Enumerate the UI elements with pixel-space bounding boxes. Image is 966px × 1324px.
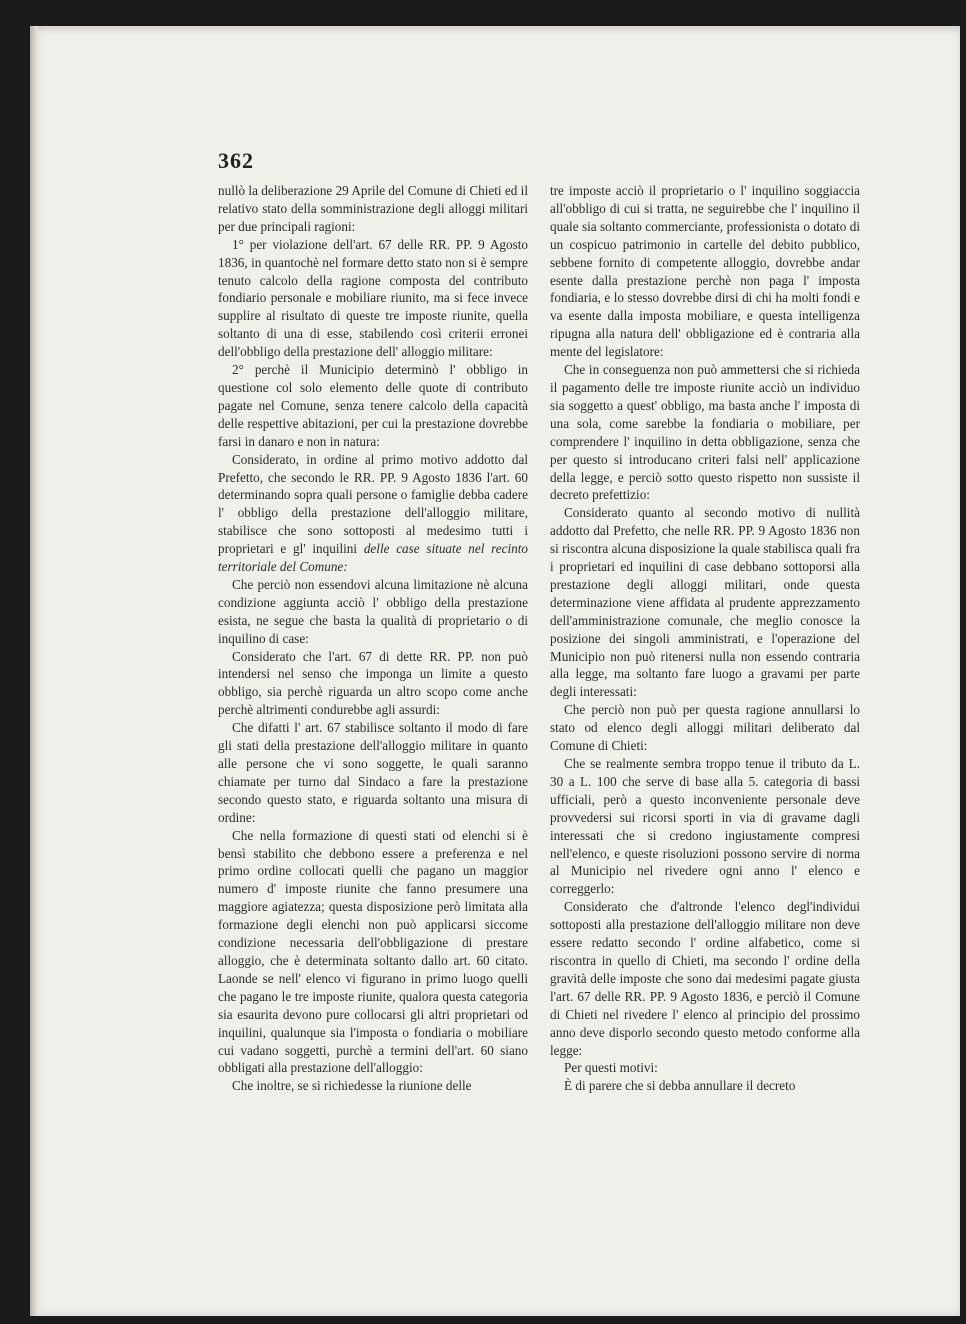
paragraph: Che inoltre, se si richiedesse la riunione delle — [232, 1078, 472, 1094]
paragraph: Considerato quanto al secondo motivo di nullità addotto dal Prefetto, che nelle RR. PP. 9 Agosto 1836 non si riscontra alcuna disposizione la quale stabilisca quali fra i proprietari ed inquilini di case debbano sottoporsi alla prestazione degli alloggi militari, onde questa determinazione viene affidata al prudente apprezzamento dell'amministrazione comunale, che meglio conosce la posizione dei singoli amministrati, e l'operazione del Municipio non può ritenersi nulla non essendo contraria alla legge, ma soltanto fare luogo a gravami per parte degli interessati: — [550, 505, 860, 700]
paragraph: Considerato che l'art. 67 di dette RR. PP. non può intendersi nel senso che imponga un limite a questo obbligo, sia perchè riguarda un altro scopo come anche perchè altrimenti condurebbe agli assurdi: — [218, 648, 528, 718]
page-binding-edge — [30, 26, 38, 1316]
paragraph: Che se realmente sembra troppo tenue il tributo da L. 30 a L. 100 che serve di base alla 5. categoria di bassi ufficiali, però a questo inconveniente personale deve provvedersi sui ricorsi sporti in via di gravame dagli interessati che si credono ingiustamente compresi nell'elenco, e queste risoluzioni possono servire di norma al Municipio nel rivedere ogni anno l' elenco e correggerlo: — [550, 756, 860, 897]
paragraph: Considerato che d'altronde l'elenco degl'individui sottoposti alla prestazione dell'alloggio militare non deve essere redatto secondo l' ordine alfabetico, come si riscontra in quello di Chieti, ma secondo l' ordine della gravità delle imposte che sono dai medesimi pagate giusta l'art. 67 delle RR. PP. 9 Agosto 1836, e perciò il Comune di Chieti nel rivedere l' elenco al principio del prossimo anno deve disporlo secondo questo metodo conforme alla legge: — [550, 899, 860, 1058]
paragraph: È di parere che si debba annullare il decreto — [564, 1078, 796, 1094]
paragraph: 2° perchè il Municipio determinò l' obbligo in questione col solo elemento delle quote di contributo pagate nel Comune, senza tenere calcolo della capacità delle respettive abitazioni, per cui la prestazione dovrebbe farsi in danaro e non in natura: — [218, 362, 528, 449]
paragraph: Per questi motivi: — [564, 1060, 658, 1076]
paragraph: Che in conseguenza non può ammettersi che si richieda il pagamento delle tre imposte riunite acciò un individuo sia soggetto a quest' obbligo, ma basta anche l' imposta di una sola, come sarebbe la fondiaria o mobiliare, per comprendere l' inquilino in detta obbligazione, senza che per questo si introducano criteri falsi nell' applicazione della legge, e perciò sotto questo rispetto non sussiste il decreto prefettizio: — [550, 362, 860, 503]
paragraph — [218, 451, 528, 576]
paragraph: Che perciò non essendovi alcuna limitazione nè alcuna condizione aggiunta acciò l' obbligo della prestazione esista, ne segue che basta la qualità di proprietario o di inquilino di case: — [218, 576, 528, 646]
paragraph: Che difatti l' art. 67 stabilisce soltanto il modo di fare gli stati della prestazione dell'alloggio militare in quanto alle persone che vi sono soggette, le quali saranno chiamate per turno dal Sindaco a fare la prestazione secondo questo stato, e riguarda soltanto una misura di ordine: — [218, 720, 528, 825]
paragraph: Che nella formazione di questi stati od elenchi si è bensì stabilito che debbono essere a preferenza e nel primo ordine collocati quelli che pagano un maggior numero d' imposte riunite che fanno presumere una maggiore agiatezza; questa disposizione però limitata alla formazione degli elenchi non può applicarsi siccome condizione necessaria dell'obbligazione di prestare alloggio, che è determinata soltanto dallo art. 60 citato. Laonde se nell' elenco vi figurano in primo luogo quelli che pagano le tre imposte riunite, qualora questa categoria sia esaurita devono pure collocarsi gli altri proprietari od inquilini, qualunque sia l'imposta o fondiaria o mobiliare cui vadano soggetti, purchè a termini dell'art. 60 siano obbligati alla prestazione dell'alloggio: — [218, 827, 528, 1076]
left-column — [218, 182, 528, 1095]
paragraph: tre imposte acciò il proprietario o l' inquilino soggiaccia all'obbligo di cui si tratta, ne seguirebbe che l' inquilino il quale sia soltanto commerciante, professionista o dotato di un cospicuo patrimonio in cartelle del debito pubblico, sebbene fornito di competente alloggio, dovrebbe andar esente dalla prestazione perchè non paga l' imposta fondiaria, e lo stesso dovrebbe dirsi di chi ha molti fondi e va esente dalla imposta mobiliare, e questa intelligenza ripugna alla natura dell' obbligazione ed è contraria alla mente del legislatore: — [550, 183, 860, 360]
paragraph: Che perciò non può per questa ragione annullarsi lo stato od elenco degli alloggi militari deliberato dal Comune di Chieti: — [550, 702, 860, 754]
italic-phrase: delle case situate nel recinto territoriale del Comune: — [218, 541, 529, 575]
paragraph: nullò la deliberazione 29 Aprile del Comune di Chieti ed il relativo stato della somministrazione degli alloggi militari per due principali ragioni: — [218, 183, 528, 234]
paragraph: 1° per violazione dell'art. 67 delle RR. PP. 9 Agosto 1836, in quantochè nel formare detto stato non si è sempre tenuto calcolo della ragione composta del contributo fondiario personale e mobiliare riunito, ma si fece invece supplire al risultato di queste tre imposte riunite, quella soltanto di una di esse, stabilendo così criterii erronei dell'obbligo della prestazione dell' alloggio militare: — [218, 236, 528, 360]
page-number: 362 — [218, 148, 254, 173]
right-column — [550, 182, 860, 1095]
paragraph-text: Considerato, in ordine al primo motivo addotto dal Prefetto, che secondo le RR. PP. 9 Agosto 1836 l'art. 60 determinando sopra quali persone o famiglie debba cadere l' obbligo della prestazione dell'alloggio militare, stabilisce che sono sottoposti al medesimo tutti i proprietari e gl' inquilini — [218, 451, 528, 557]
